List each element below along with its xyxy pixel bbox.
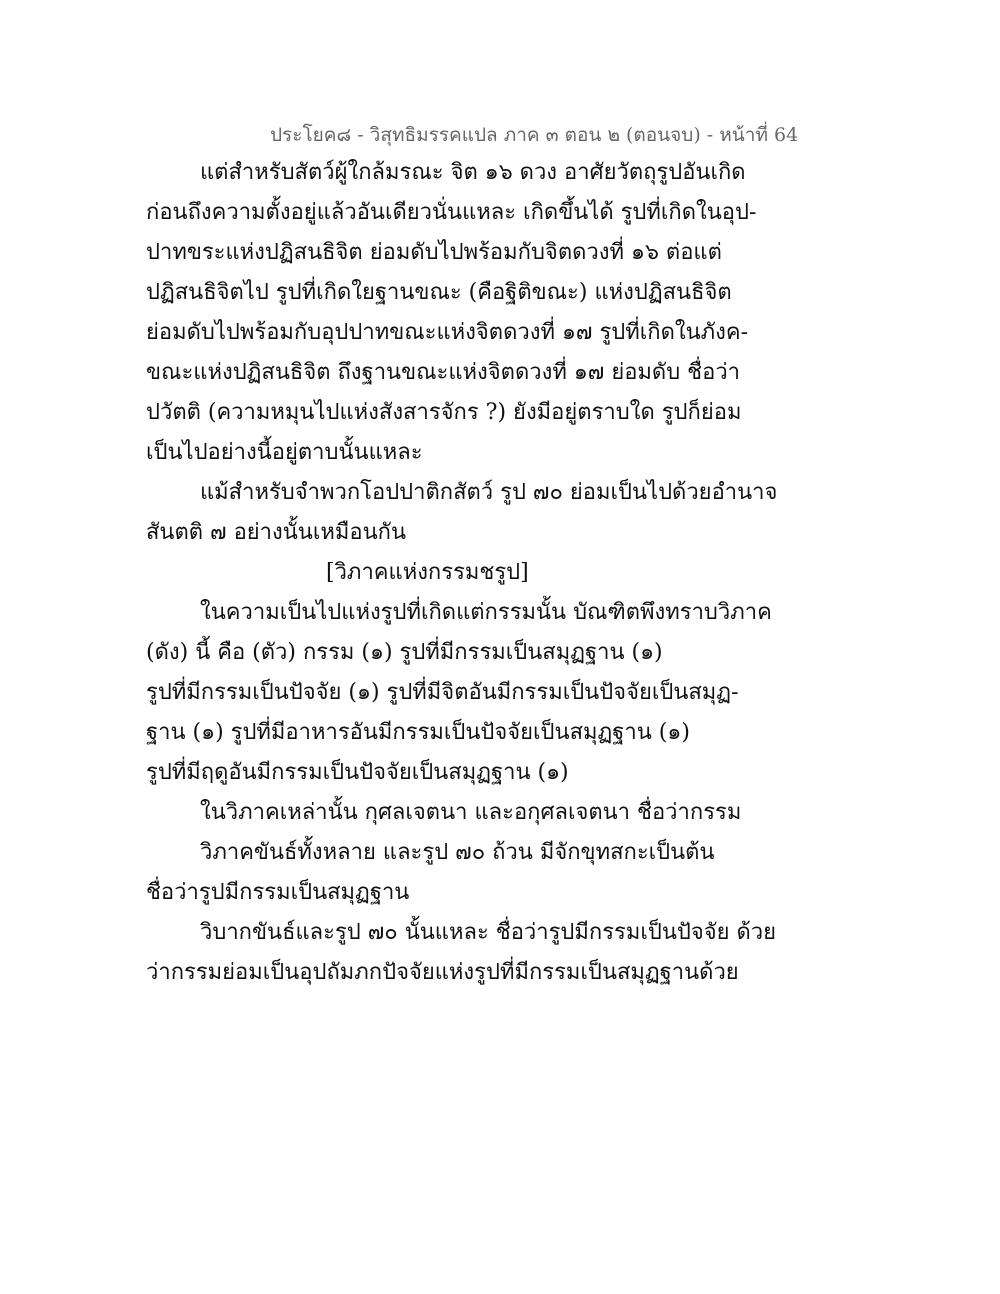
paragraph-line: ว่ากรรมย่อมเป็นอุปถัมภกปัจจัยแห่งรูปที่มีกรรมเป็นสมุฏฐานด้วย <box>146 960 739 985</box>
paragraph-line: ย่อมดับไปพร้อมกับอุปปาทขณะแห่งจิตดวงที่ ๑๗ รูปที่เกิดในภังค- <box>146 320 749 345</box>
paragraph-line: ในวิภาคเหล่านั้น กุศลเจตนา และอกุศลเจตนา ชื่อว่ากรรม <box>200 800 742 825</box>
paragraph-line: ปาทขระแห่งปฏิสนธิจิต ย่อมดับไปพร้อมกับจิตดวงที่ ๑๖ ต่อแต่ <box>146 240 722 265</box>
paragraph-line: ปวัตติ (ความหมุนไปแห่งสังสารจักร ?) ยังมีอยู่ตราบใด รูปก็ย่อม <box>146 400 742 425</box>
paragraph-line: สันตติ ๗ อย่างนั้นเหมือนกัน <box>146 520 406 545</box>
paragraph-line: รูปที่มีกรรมเป็นปัจจัย (๑) รูปที่มีจิตอันมีกรรมเป็นปัจจัยเป็นสมุฏ- <box>146 680 739 705</box>
paragraph-line: วิภาคขันธ์ทั้งหลาย และรูป ๗๐ ถ้วน มีจักขุทสกะเป็นต้น <box>200 840 715 865</box>
paragraph-line: ปฏิสนธิจิตไป รูปที่เกิดใยฐานขณะ (คือฐิติขณะ) แห่งปฏิสนธิจิต <box>146 280 732 305</box>
paragraph-line: ในความเป็นไปแห่งรูปที่เกิดแต่กรรมนั้น บัณฑิตพึงทราบวิภาค <box>200 600 772 625</box>
paragraph-line: ก่อนถึงความตั้งอยู่แล้วอันเดียวนั่นแหละ เกิดขึ้นได้ รูปที่เกิดในอุป- <box>146 200 757 225</box>
paragraph-line: แต่สำหรับสัตว์ผู้ใกล้มรณะ จิต ๑๖ ดวง อาศัยวัตถุรูปอันเกิด <box>200 160 746 185</box>
section-heading: [วิภาคแห่งกรรมชรูป] <box>326 560 529 585</box>
paragraph-line: วิบากขันธ์และรูป ๗๐ นั้นแหละ ชื่อว่ารูปมีกรรมเป็นปัจจัย ด้วย <box>200 920 777 945</box>
paragraph-line: รูปที่มีฤดูอันมีกรรมเป็นปัจจัยเป็นสมุฏฐาน (๑) <box>146 760 569 785</box>
paragraph-line: เป็นไปอย่างนี้อยู่ตาบนั้นแหละ <box>146 440 423 465</box>
paragraph-line: ฐาน (๑) รูปที่มีอาหารอันมีกรรมเป็นปัจจัยเป็นสมุฏฐาน (๑) <box>146 720 690 745</box>
page-header: ประโยค๘ - วิสุทธิมรรคแปล ภาค ๓ ตอน ๒ (ตอนจบ) - หน้าที่ 64 <box>270 124 799 146</box>
paragraph-line: (ดัง) นี้ คือ (ตัว) กรรม (๑) รูปที่มีกรรมเป็นสมุฏฐาน (๑) <box>146 640 663 665</box>
paragraph-line: แม้สำหรับจำพวกโอปปาติกสัตว์ รูป ๗๐ ย่อมเป็นไปด้วยอำนาจ <box>200 480 778 505</box>
paragraph-line: ขณะแห่งปฏิสนธิจิต ถึงฐานขณะแห่งจิตดวงที่ ๑๗ ย่อมดับ ชื่อว่า <box>146 360 741 385</box>
paragraph-line: ชื่อว่ารูปมีกรรมเป็นสมุฏฐาน <box>146 880 410 905</box>
